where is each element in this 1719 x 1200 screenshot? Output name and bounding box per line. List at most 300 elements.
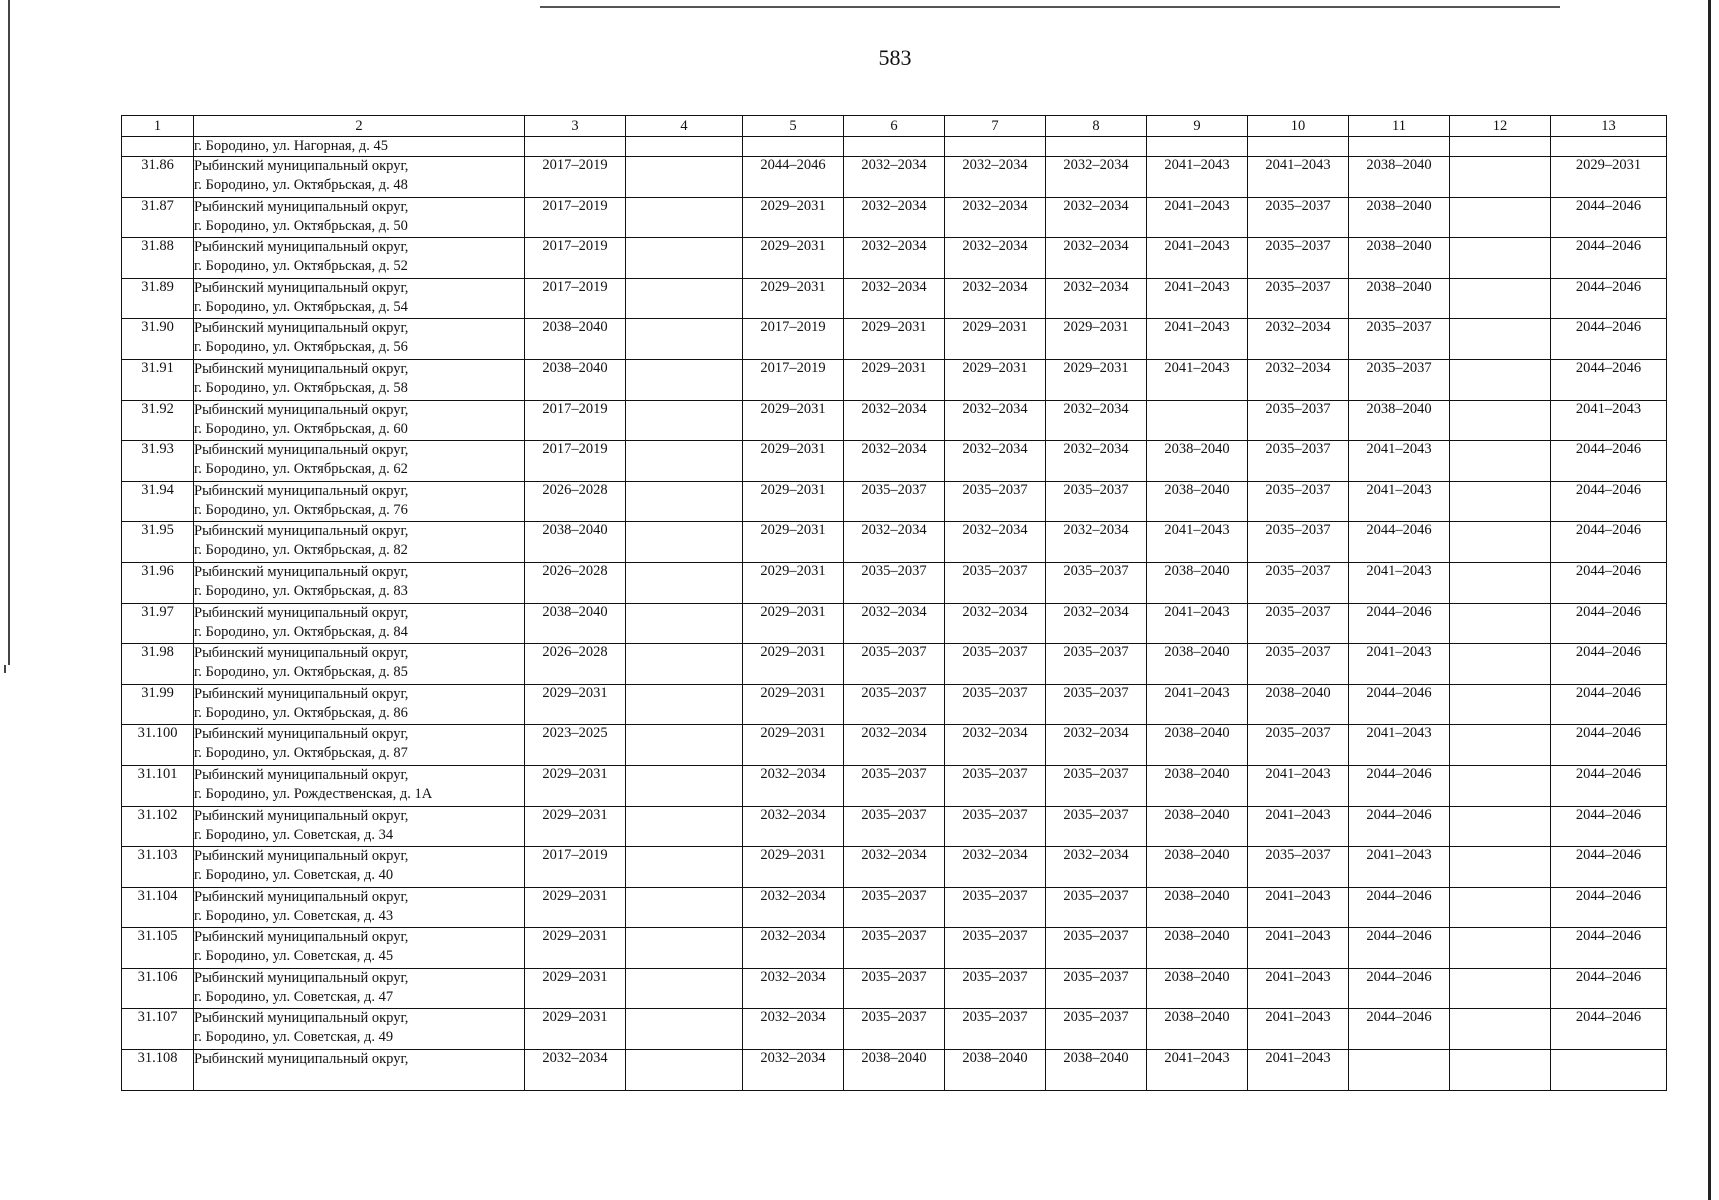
period-cell-col-9: 2038–2040 [1147, 968, 1248, 1009]
period-cell-col-4 [626, 157, 743, 198]
period-cell-col-8: 2029–2031 [1046, 319, 1147, 360]
period-cell-col-6: 2029–2031 [844, 319, 945, 360]
address-line-street: г. Бородино, ул. Октябрьская, д. 50 [194, 217, 408, 234]
address-cell [194, 400, 525, 441]
period-cell-col-9: 2038–2040 [1147, 806, 1248, 847]
period-cell-col-11: 2038–2040 [1349, 278, 1450, 319]
address-line-street: г. Бородино, ул. Советская, д. 34 [194, 826, 394, 843]
period-cell-col-12 [1450, 137, 1551, 157]
table-row [122, 684, 1667, 725]
row-number: 31.95 [122, 522, 194, 563]
period-cell-col-5: 2029–2031 [743, 684, 844, 725]
period-cell-col-5 [743, 137, 844, 157]
period-cell-col-3: 2029–2031 [525, 684, 626, 725]
period-cell-col-8: 2032–2034 [1046, 238, 1147, 279]
period-cell-col-12 [1450, 441, 1551, 482]
period-cell-col-8: 2032–2034 [1046, 522, 1147, 563]
address-line-district: Рыбинский муниципальный округ, [194, 401, 409, 418]
period-cell-col-13: 2044–2046 [1551, 319, 1667, 360]
period-cell-col-7: 2032–2034 [945, 603, 1046, 644]
period-cell-col-11: 2041–2043 [1349, 562, 1450, 603]
period-cell-col-3: 2038–2040 [525, 603, 626, 644]
period-cell-col-5: 2017–2019 [743, 359, 844, 400]
row-number: 31.106 [122, 968, 194, 1009]
period-cell-col-12 [1450, 197, 1551, 238]
period-cell-col-3: 2038–2040 [525, 319, 626, 360]
period-cell-col-8: 2035–2037 [1046, 481, 1147, 522]
address-line-street: г. Бородино, ул. Советская, д. 49 [194, 1029, 394, 1046]
address-line-street: г. Бородино, ул. Октябрьская, д. 54 [194, 298, 408, 315]
period-cell-col-11: 2035–2037 [1349, 319, 1450, 360]
table-row [122, 157, 1667, 198]
period-cell-col-7: 2035–2037 [945, 887, 1046, 928]
period-cell-col-8: 2035–2037 [1046, 887, 1147, 928]
period-cell-col-9: 2038–2040 [1147, 562, 1248, 603]
period-cell-col-4 [626, 359, 743, 400]
period-cell-col-8: 2035–2037 [1046, 684, 1147, 725]
address-cell [194, 644, 525, 685]
period-cell-col-5: 2029–2031 [743, 847, 844, 888]
period-cell-col-11: 2044–2046 [1349, 806, 1450, 847]
column-header-8: 8 [1046, 116, 1147, 137]
period-cell-col-12 [1450, 359, 1551, 400]
period-cell-col-6: 2032–2034 [844, 278, 945, 319]
period-cell-col-7: 2035–2037 [945, 806, 1046, 847]
period-cell-col-9: 2038–2040 [1147, 887, 1248, 928]
period-cell-col-11: 2038–2040 [1349, 400, 1450, 441]
period-cell-col-8 [1046, 137, 1147, 157]
address-line-district: Рыбинский муниципальный округ, [194, 929, 409, 946]
period-cell-col-4 [626, 441, 743, 482]
period-cell-col-3: 2017–2019 [525, 238, 626, 279]
period-cell-col-12 [1450, 400, 1551, 441]
period-cell-col-7: 2029–2031 [945, 319, 1046, 360]
address-line-district: Рыбинский муниципальный округ, [194, 158, 409, 174]
period-cell-col-8: 2032–2034 [1046, 847, 1147, 888]
period-cell-col-3: 2029–2031 [525, 887, 626, 928]
header-row [122, 116, 1667, 137]
period-cell-col-7: 2032–2034 [945, 278, 1046, 319]
period-cell-col-12 [1450, 522, 1551, 563]
period-cell-col-3: 2017–2019 [525, 400, 626, 441]
table-row [122, 847, 1667, 888]
period-cell-col-10: 2035–2037 [1248, 238, 1349, 279]
column-header-12: 12 [1450, 116, 1551, 137]
period-cell-col-13: 2044–2046 [1551, 278, 1667, 319]
period-cell-col-9: 2038–2040 [1147, 441, 1248, 482]
row-number: 31.105 [122, 928, 194, 969]
row-number: 31.108 [122, 1050, 194, 1091]
period-cell-col-3 [525, 137, 626, 157]
row-number [122, 137, 194, 157]
address-line-district: Рыбинский муниципальный округ, [194, 645, 409, 662]
table-row [122, 1009, 1667, 1050]
period-cell-col-8: 2035–2037 [1046, 968, 1147, 1009]
period-cell-col-4 [626, 887, 743, 928]
period-cell-col-9 [1147, 400, 1248, 441]
period-cell-col-6: 2032–2034 [844, 522, 945, 563]
address-cell [194, 137, 525, 157]
period-cell-col-11: 2038–2040 [1349, 157, 1450, 198]
table-row [122, 644, 1667, 685]
period-cell-col-4 [626, 137, 743, 157]
period-cell-col-3: 2029–2031 [525, 806, 626, 847]
period-cell-col-5: 2032–2034 [743, 806, 844, 847]
column-header-2: 2 [194, 116, 525, 137]
period-cell-col-4 [626, 928, 743, 969]
period-cell-col-11: 2041–2043 [1349, 725, 1450, 766]
period-cell-col-8: 2032–2034 [1046, 725, 1147, 766]
period-cell-col-7: 2029–2031 [945, 359, 1046, 400]
page-number: 583 [878, 45, 912, 70]
period-cell-col-3: 2026–2028 [525, 562, 626, 603]
address-cell [194, 968, 525, 1009]
period-cell-col-7: 2035–2037 [945, 562, 1046, 603]
column-header-1: 1 [122, 116, 194, 137]
period-cell-col-8: 2038–2040 [1046, 1050, 1147, 1091]
period-cell-col-3: 2017–2019 [525, 847, 626, 888]
period-cell-col-6: 2032–2034 [844, 441, 945, 482]
period-cell-col-11: 2044–2046 [1349, 1009, 1450, 1050]
period-cell-col-11: 2041–2043 [1349, 441, 1450, 482]
row-number: 31.96 [122, 562, 194, 603]
table-row [122, 522, 1667, 563]
row-number: 31.87 [122, 197, 194, 238]
period-cell-col-9: 2041–2043 [1147, 522, 1248, 563]
period-cell-col-10: 2041–2043 [1248, 1050, 1349, 1091]
table-row [122, 765, 1667, 806]
address-line-district: Рыбинский муниципальный округ, [194, 563, 409, 580]
period-cell-col-11 [1349, 1050, 1450, 1091]
period-cell-col-8: 2035–2037 [1046, 644, 1147, 685]
period-cell-col-12 [1450, 684, 1551, 725]
period-cell-col-5: 2032–2034 [743, 968, 844, 1009]
period-cell-col-10: 2041–2043 [1248, 157, 1349, 198]
period-cell-col-9: 2041–2043 [1147, 603, 1248, 644]
table-row [122, 197, 1667, 238]
period-cell-col-10: 2035–2037 [1248, 441, 1349, 482]
period-cell-col-10: 2035–2037 [1248, 197, 1349, 238]
period-cell-col-10: 2041–2043 [1248, 806, 1349, 847]
period-cell-col-10: 2035–2037 [1248, 481, 1349, 522]
column-header-11: 11 [1349, 116, 1450, 137]
table-row [122, 725, 1667, 766]
address-line-street: г. Бородино, ул. Октябрьская, д. 60 [194, 420, 408, 437]
period-cell-col-6 [844, 137, 945, 157]
period-cell-col-3: 2029–2031 [525, 1009, 626, 1050]
row-number: 31.88 [122, 238, 194, 279]
column-header-5: 5 [743, 116, 844, 137]
period-cell-col-9: 2041–2043 [1147, 197, 1248, 238]
period-cell-col-3: 2032–2034 [525, 1050, 626, 1091]
period-cell-col-7: 2032–2034 [945, 238, 1046, 279]
period-cell-col-9: 2041–2043 [1147, 278, 1248, 319]
address-line-district: Рыбинский муниципальный округ, [194, 807, 409, 824]
period-cell-col-6: 2032–2034 [844, 197, 945, 238]
period-cell-col-4 [626, 968, 743, 1009]
address-cell [194, 1009, 525, 1050]
period-cell-col-12 [1450, 319, 1551, 360]
period-cell-col-6: 2035–2037 [844, 765, 945, 806]
period-cell-col-12 [1450, 887, 1551, 928]
period-cell-col-13: 2044–2046 [1551, 603, 1667, 644]
period-cell-col-4 [626, 562, 743, 603]
period-cell-col-4 [626, 684, 743, 725]
period-cell-col-10: 2035–2037 [1248, 847, 1349, 888]
address-cell [194, 441, 525, 482]
period-cell-col-8: 2035–2037 [1046, 562, 1147, 603]
period-cell-col-11: 2044–2046 [1349, 928, 1450, 969]
period-cell-col-9: 2041–2043 [1147, 684, 1248, 725]
period-cell-col-12 [1450, 481, 1551, 522]
period-cell-col-9: 2038–2040 [1147, 847, 1248, 888]
address-line-district: Рыбинский муниципальный округ, [194, 604, 409, 621]
period-cell-col-7: 2032–2034 [945, 725, 1046, 766]
schedule-table [121, 115, 1667, 1091]
period-cell-col-4 [626, 725, 743, 766]
left-scan-tick [4, 665, 6, 673]
period-cell-col-11 [1349, 137, 1450, 157]
address-line-street: г. Бородино, ул. Октябрьская, д. 52 [194, 258, 408, 275]
period-cell-col-9: 2038–2040 [1147, 1009, 1248, 1050]
period-cell-col-12 [1450, 725, 1551, 766]
period-cell-col-5: 2029–2031 [743, 522, 844, 563]
table-row [122, 238, 1667, 279]
address-cell [194, 157, 525, 198]
period-cell-col-11: 2038–2040 [1349, 238, 1450, 279]
period-cell-col-5: 2032–2034 [743, 1009, 844, 1050]
period-cell-col-12 [1450, 806, 1551, 847]
address-line-street: г. Бородино, ул. Советская, д. 47 [194, 988, 394, 1005]
period-cell-col-4 [626, 644, 743, 685]
column-header-10: 10 [1248, 116, 1349, 137]
period-cell-col-10: 2035–2037 [1248, 644, 1349, 685]
period-cell-col-9 [1147, 137, 1248, 157]
period-cell-col-10: 2035–2037 [1248, 603, 1349, 644]
row-number: 31.92 [122, 400, 194, 441]
top-scan-rule [540, 6, 1560, 8]
address-cell [194, 481, 525, 522]
period-cell-col-3: 2026–2028 [525, 644, 626, 685]
address-line-street: г. Бородино, ул. Октябрьская, д. 62 [194, 461, 408, 478]
period-cell-col-4 [626, 765, 743, 806]
table-row [122, 137, 1667, 157]
period-cell-col-3: 2029–2031 [525, 928, 626, 969]
table-row [122, 400, 1667, 441]
period-cell-col-6: 2035–2037 [844, 1009, 945, 1050]
left-scan-rule [8, 0, 10, 665]
period-cell-col-4 [626, 603, 743, 644]
period-cell-col-7: 2035–2037 [945, 481, 1046, 522]
period-cell-col-12 [1450, 968, 1551, 1009]
period-cell-col-4 [626, 278, 743, 319]
address-line-district: Рыбинский муниципальный округ, [194, 320, 409, 337]
period-cell-col-11: 2038–2040 [1349, 197, 1450, 238]
period-cell-col-10: 2041–2043 [1248, 765, 1349, 806]
address-cell [194, 197, 525, 238]
period-cell-col-11: 2041–2043 [1349, 847, 1450, 888]
period-cell-col-7: 2032–2034 [945, 400, 1046, 441]
address-cell [194, 806, 525, 847]
address-line-street: г. Бородино, ул. Октябрьская, д. 48 [194, 177, 408, 193]
period-cell-col-6: 2035–2037 [844, 806, 945, 847]
row-number: 31.103 [122, 847, 194, 888]
period-cell-col-10: 2035–2037 [1248, 562, 1349, 603]
row-number: 31.100 [122, 725, 194, 766]
period-cell-col-13: 2044–2046 [1551, 684, 1667, 725]
address-line-street: г. Бородино, ул. Октябрьская, д. 87 [194, 745, 408, 762]
period-cell-col-13: 2044–2046 [1551, 806, 1667, 847]
period-cell-col-6: 2035–2037 [844, 562, 945, 603]
period-cell-col-6: 2032–2034 [844, 603, 945, 644]
address-cell [194, 765, 525, 806]
period-cell-col-6: 2035–2037 [844, 644, 945, 685]
period-cell-col-13: 2044–2046 [1551, 562, 1667, 603]
period-cell-col-9: 2041–2043 [1147, 157, 1248, 198]
right-scan-rule [1708, 0, 1711, 1200]
period-cell-col-7: 2035–2037 [945, 765, 1046, 806]
period-cell-col-5: 2029–2031 [743, 562, 844, 603]
row-number: 31.101 [122, 765, 194, 806]
period-cell-col-7: 2032–2034 [945, 157, 1046, 198]
period-cell-col-13: 2044–2046 [1551, 238, 1667, 279]
table-row [122, 887, 1667, 928]
period-cell-col-7: 2035–2037 [945, 928, 1046, 969]
period-cell-col-13: 2044–2046 [1551, 1009, 1667, 1050]
address-line-district: Рыбинский муниципальный округ, [194, 198, 409, 215]
period-cell-col-5: 2032–2034 [743, 928, 844, 969]
period-cell-col-8: 2032–2034 [1046, 278, 1147, 319]
period-cell-col-13: 2044–2046 [1551, 359, 1667, 400]
period-cell-col-7: 2035–2037 [945, 644, 1046, 685]
period-cell-col-10: 2032–2034 [1248, 319, 1349, 360]
period-cell-col-5: 2029–2031 [743, 197, 844, 238]
period-cell-col-9: 2041–2043 [1147, 359, 1248, 400]
period-cell-col-11: 2044–2046 [1349, 968, 1450, 1009]
period-cell-col-7: 2032–2034 [945, 441, 1046, 482]
period-cell-col-6: 2035–2037 [844, 887, 945, 928]
period-cell-col-3: 2023–2025 [525, 725, 626, 766]
address-line-street: г. Бородино, ул. Октябрьская, д. 85 [194, 664, 408, 681]
period-cell-col-3: 2038–2040 [525, 359, 626, 400]
period-cell-col-12 [1450, 1009, 1551, 1050]
period-cell-col-7: 2032–2034 [945, 197, 1046, 238]
period-cell-col-13: 2044–2046 [1551, 928, 1667, 969]
period-cell-col-6: 2035–2037 [844, 481, 945, 522]
period-cell-col-11: 2044–2046 [1349, 522, 1450, 563]
address-line-street: г. Бородино, ул. Октябрьская, д. 86 [194, 704, 408, 721]
address-line-district: Рыбинский муниципальный округ, [194, 279, 409, 296]
address-cell [194, 522, 525, 563]
period-cell-col-12 [1450, 847, 1551, 888]
row-number: 31.86 [122, 157, 194, 198]
table-row [122, 278, 1667, 319]
period-cell-col-5: 2029–2031 [743, 481, 844, 522]
period-cell-col-3: 2017–2019 [525, 441, 626, 482]
period-cell-col-7: 2035–2037 [945, 1009, 1046, 1050]
address-line-district: Рыбинский муниципальный округ, [194, 766, 409, 783]
address-line-district: Рыбинский муниципальный округ, [194, 1010, 409, 1027]
period-cell-col-7: 2035–2037 [945, 968, 1046, 1009]
period-cell-col-8: 2032–2034 [1046, 441, 1147, 482]
period-cell-col-13: 2044–2046 [1551, 197, 1667, 238]
period-cell-col-13 [1551, 137, 1667, 157]
row-number: 31.107 [122, 1009, 194, 1050]
period-cell-col-9: 2038–2040 [1147, 725, 1248, 766]
period-cell-col-5: 2029–2031 [743, 644, 844, 685]
period-cell-col-3: 2029–2031 [525, 968, 626, 1009]
period-cell-col-11: 2041–2043 [1349, 481, 1450, 522]
row-number: 31.91 [122, 359, 194, 400]
address-line-district: Рыбинский муниципальный округ, [194, 523, 409, 540]
address-line-street: г. Бородино, ул. Октябрьская, д. 58 [194, 379, 408, 396]
row-number: 31.98 [122, 644, 194, 685]
period-cell-col-4 [626, 481, 743, 522]
column-header-4: 4 [626, 116, 743, 137]
period-cell-col-3: 2038–2040 [525, 522, 626, 563]
table-row [122, 1050, 1667, 1091]
period-cell-col-10: 2035–2037 [1248, 522, 1349, 563]
table-row [122, 968, 1667, 1009]
row-number: 31.104 [122, 887, 194, 928]
period-cell-col-9: 2041–2043 [1147, 319, 1248, 360]
table-row [122, 562, 1667, 603]
period-cell-col-11: 2044–2046 [1349, 887, 1450, 928]
period-cell-col-3: 2026–2028 [525, 481, 626, 522]
period-cell-col-9: 2041–2043 [1147, 1050, 1248, 1091]
period-cell-col-6: 2032–2034 [844, 157, 945, 198]
address-line-district: Рыбинский муниципальный округ, [194, 1051, 409, 1068]
period-cell-col-4 [626, 847, 743, 888]
table-row [122, 806, 1667, 847]
address-line-district: г. Бородино, ул. Нагорная, д. 45 [194, 138, 388, 154]
period-cell-col-4 [626, 1050, 743, 1091]
period-cell-col-12 [1450, 765, 1551, 806]
table-body [122, 137, 1667, 1091]
period-cell-col-5: 2029–2031 [743, 278, 844, 319]
table-row [122, 928, 1667, 969]
period-cell-col-6: 2029–2031 [844, 359, 945, 400]
row-number: 31.94 [122, 481, 194, 522]
address-cell [194, 1050, 525, 1091]
column-header-7: 7 [945, 116, 1046, 137]
address-line-street: г. Бородино, ул. Советская, д. 45 [194, 948, 394, 965]
row-number: 31.99 [122, 684, 194, 725]
period-cell-col-13: 2044–2046 [1551, 522, 1667, 563]
address-cell [194, 359, 525, 400]
period-cell-col-10: 2035–2037 [1248, 725, 1349, 766]
period-cell-col-10: 2038–2040 [1248, 684, 1349, 725]
period-cell-col-10: 2041–2043 [1248, 928, 1349, 969]
period-cell-col-6: 2032–2034 [844, 847, 945, 888]
period-cell-col-12 [1450, 1050, 1551, 1091]
period-cell-col-3: 2017–2019 [525, 157, 626, 198]
period-cell-col-12 [1450, 644, 1551, 685]
period-cell-col-8: 2035–2037 [1046, 928, 1147, 969]
address-cell [194, 238, 525, 279]
address-line-street: г. Бородино, ул. Октябрьская, д. 82 [194, 542, 408, 559]
period-cell-col-11: 2044–2046 [1349, 684, 1450, 725]
table-row [122, 441, 1667, 482]
row-number: 31.89 [122, 278, 194, 319]
period-cell-col-8: 2032–2034 [1046, 400, 1147, 441]
period-cell-col-3: 2029–2031 [525, 765, 626, 806]
period-cell-col-12 [1450, 562, 1551, 603]
column-header-13: 13 [1551, 116, 1667, 137]
address-line-district: Рыбинский муниципальный округ, [194, 726, 409, 743]
period-cell-col-7: 2032–2034 [945, 522, 1046, 563]
period-cell-col-6: 2032–2034 [844, 238, 945, 279]
